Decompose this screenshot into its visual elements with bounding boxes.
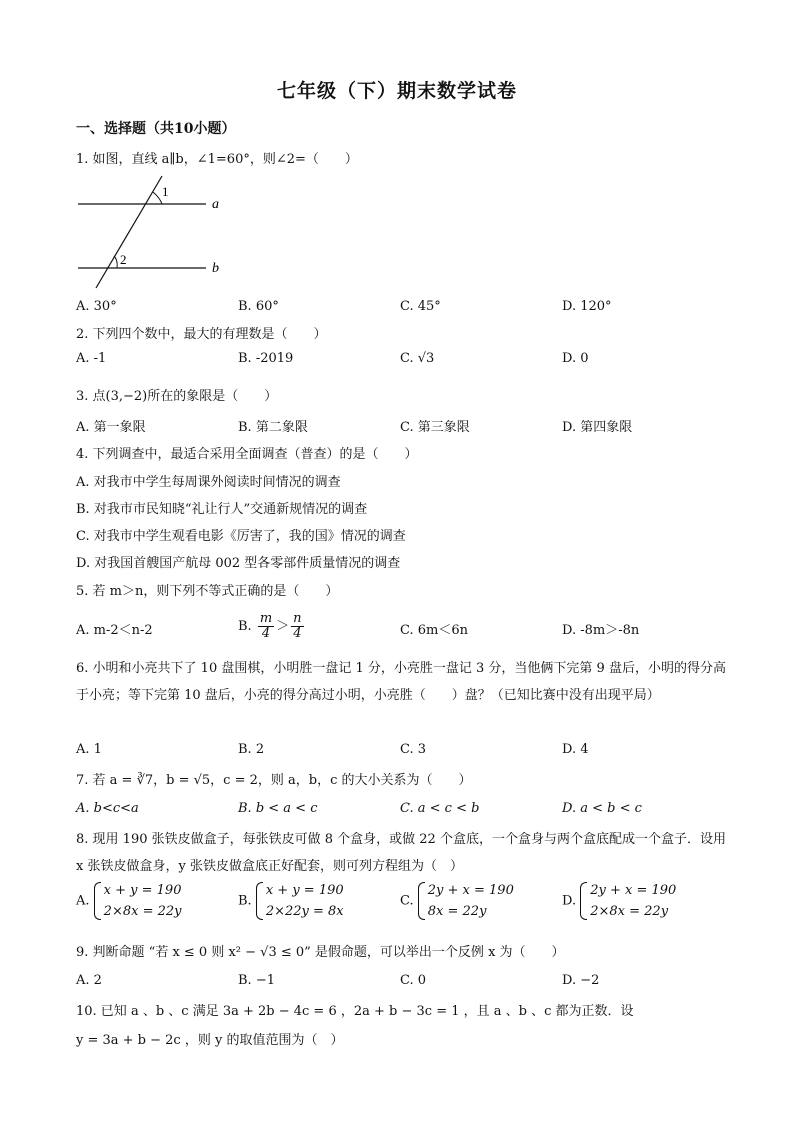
option-b[interactable]: B. b < a < c <box>238 801 318 816</box>
question-10-line-1: 10. 已知 a 、b 、c 满足 3a + 2b − 4c = 6 ，2a + b − 3c = 1 ，且 a 、b 、c 都为正数．设 <box>76 1004 634 1019</box>
option-c[interactable]: C. 0 <box>400 973 427 988</box>
option-b[interactable]: B. 60° <box>238 299 279 314</box>
option-c[interactable]: C. 3 <box>400 742 427 757</box>
option-c[interactable] <box>400 880 514 922</box>
option-c-label: C. <box>400 893 414 909</box>
question-1-options <box>76 299 726 321</box>
option-a[interactable] <box>76 880 181 922</box>
angle-1-label: 1 <box>162 184 169 199</box>
question-7-options <box>76 801 726 823</box>
option-c[interactable]: C. 第三象限 <box>400 420 470 435</box>
question-7-text: 7. 若 a = ∛7，b = √5，c = 2，则 a，b，c 的大小关系为（ ） <box>76 773 472 788</box>
option-b[interactable]: B. -2019 <box>238 351 294 366</box>
option-b[interactable] <box>238 880 344 922</box>
question-3-options <box>76 416 726 438</box>
equation-system: x + y = 190 2×8x = 22y <box>94 880 182 922</box>
question-5-options <box>76 612 726 646</box>
line-b-label: b <box>212 261 219 276</box>
option-c[interactable]: C. a < c < b <box>400 801 480 816</box>
exam-title: 七年级（下）期末数学试卷 <box>276 80 517 102</box>
option-b[interactable] <box>238 612 306 641</box>
question-9-text: 9. 判断命题 “若 x ≤ 0 则 x² − √3 ≤ 0” 是假命题，可以举出一个反例 x 为（ ） <box>76 945 565 960</box>
option-c[interactable]: C. 对我市中学生观看电影《厉害了，我的国》情况的调查 <box>76 529 406 544</box>
option-b[interactable]: B. 对我市市民知晓“礼让行人”交通新规情况的调查 <box>76 502 368 517</box>
option-d[interactable]: D. -8m＞-8n <box>562 623 640 638</box>
section-heading: 一、选择题（共10小题） <box>76 121 236 137</box>
option-a[interactable]: A. 2 <box>76 973 102 988</box>
option-a[interactable]: A. 30° <box>76 299 117 314</box>
question-9-options <box>76 973 726 995</box>
option-d[interactable]: D. 0 <box>562 351 589 366</box>
question-3-text: 3. 点(3,−2)所在的象限是（ ） <box>76 389 278 404</box>
option-a[interactable]: A. 1 <box>76 742 102 757</box>
option-a[interactable]: A. m-2＜n-2 <box>76 623 153 638</box>
question-5-text: 5. 若 m＞n，则下列不等式正确的是（ ） <box>76 584 339 599</box>
angle-1-arc <box>153 192 162 204</box>
option-d[interactable]: D. 4 <box>562 742 589 757</box>
option-a[interactable]: A. b<c<a <box>76 801 139 816</box>
question-6-options <box>76 742 726 764</box>
line-a-label: a <box>212 197 219 212</box>
option-c[interactable]: C. 6m＜6n <box>400 623 468 638</box>
greater-than-symbol: ＞ <box>276 619 290 634</box>
question-4-text: 4. 下列调查中，最适合采用全面调查（普查）的是（ ） <box>76 447 418 462</box>
equation-system: 2y + x = 190 2×8x = 22y <box>580 880 676 922</box>
option-a[interactable]: A. -1 <box>76 351 107 366</box>
option-d[interactable]: D. 对我国首艘国产航母 002 型各零部件质量情况的调查 <box>76 556 401 571</box>
equation-system: x + y = 190 2×22y = 8x <box>256 880 344 922</box>
option-d[interactable]: D. a < b < c <box>562 801 642 816</box>
option-c[interactable]: C. √3 <box>400 351 435 366</box>
question-1-text: 1. 如图，直线 a∥b，∠1=60°，则∠2=（ ） <box>76 152 358 167</box>
option-d-label: D. <box>562 893 577 909</box>
option-d[interactable]: D. 120° <box>562 299 612 314</box>
fraction-n-over-4: $\frac{n}{4}$ <box>293 611 302 641</box>
parallel-lines-figure <box>74 172 234 294</box>
option-a[interactable]: A. 对我市中学生每周课外阅读时间情况的调查 <box>76 475 341 490</box>
question-8-text: 8. 现用 190 张铁皮做盒子，每张铁皮可做 8 个盒身，或做 22 个盒底，一个盒身与两个盒底配成一个盒子．设用 x 张铁皮做盒身，y 张铁皮做盒底正好配套，则可列方程组为（ ） <box>76 832 726 874</box>
question-8-options <box>76 880 726 928</box>
option-a[interactable]: A. 第一象限 <box>76 420 146 435</box>
angle-2-label: 2 <box>120 252 127 267</box>
question-10-line-2: y = 3a + b − 2c ，则 y 的取值范围为（ ） <box>76 1033 344 1048</box>
option-b-label: B. <box>238 619 252 634</box>
option-d[interactable] <box>562 880 676 922</box>
option-a-label: A. <box>76 893 90 909</box>
equation-system: 2y + x = 190 8x = 22y <box>418 880 514 922</box>
option-b-label: B. <box>238 893 252 909</box>
fraction-m-over-4: $\frac{m}{4}$ <box>259 611 273 641</box>
transversal-line <box>96 176 162 288</box>
option-c[interactable]: C. 45° <box>400 299 441 314</box>
option-b[interactable]: B. 2 <box>238 742 265 757</box>
option-b[interactable]: B. 第二象限 <box>238 420 308 435</box>
question-2-text: 2. 下列四个数中，最大的有理数是（ ） <box>76 327 327 342</box>
option-d[interactable]: D. 第四象限 <box>562 420 633 435</box>
question-2-options <box>76 351 726 373</box>
question-6-text: 6. 小明和小亮共下了 10 盘围棋，小明胜一盘记 1 分，小亮胜一盘记 3 分，当他俩下完第 9 盘后，小明的得分高于小亮；等下完第 10 盘后，小亮的得分高过小明，小亮胜（ ）盘？（已知比赛中没有出现平局） <box>76 661 726 703</box>
option-d[interactable]: D. −2 <box>562 973 600 988</box>
option-b[interactable]: B. −1 <box>238 973 275 988</box>
